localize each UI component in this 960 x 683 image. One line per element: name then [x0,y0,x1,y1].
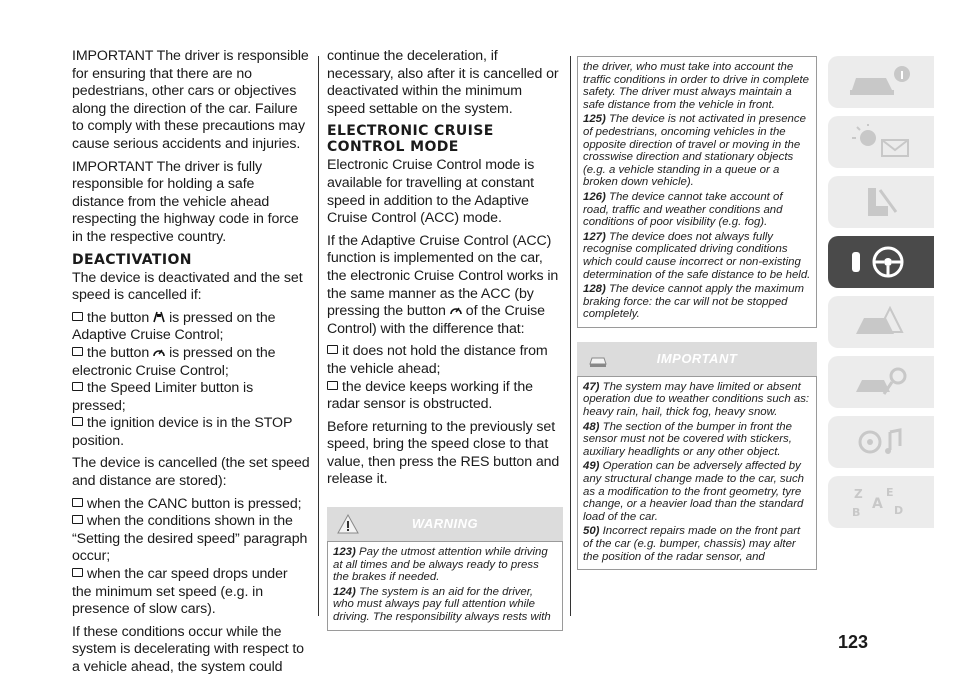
svg-text:B: B [852,506,861,519]
note-text: Pay the utmost attention while driving at all times and be always ready to press the brakes if needed. [333,546,548,584]
note-text: The device does not always fully recognise complicated driving conditions which could cause incorrect or non-existing determination of the safe distance to be held. [583,230,811,281]
service-icon [846,364,916,400]
list-item [72,566,310,619]
paragraph: continue the deceleration, if necessary, also after it is cancelled or deactivated within the minimum speed settable on the system. [327,48,559,117]
svg-text:E: E [886,486,894,499]
warning-note [583,113,811,189]
paragraph: If these conditions occur while the system is decelerating with respect to a vehicle ahead, the system could [72,623,304,675]
warning-note: the driver, who must take into account the traffic conditions in order to drive in complete safety. The driver must always maintain a safe distance from the vehicle in front. [583,61,810,111]
list-text: it does not hold the distance from the vehicle ahead; [327,343,548,377]
important-box [577,376,817,570]
tab-multimedia[interactable] [828,416,934,468]
page-number: 123 [837,632,869,652]
index-icon [846,484,916,520]
steering-key-icon [846,244,916,280]
cruise-speedometer-icon [152,346,166,358]
warning-box [327,541,563,631]
list-item [72,496,310,514]
list-text: when the car speed drops under the minimum set speed (e.g. in presence of slow cars). [72,566,288,618]
note-number: 127) [583,230,606,243]
important-note [583,460,811,523]
list-item [327,379,563,414]
column-divider [570,56,571,616]
list-item [72,415,310,450]
column-divider [318,56,319,616]
bullet-icon [72,566,87,582]
list-item [72,380,310,415]
note-number: 124) [333,585,356,598]
column-2 [327,48,563,631]
warning-note [333,586,557,624]
list-text: is pressed on the electronic Cruise Control; [72,344,276,379]
note-text: The device cannot apply the maximum braking force: the car will not be stopped completely. [583,283,804,321]
acc-distance-icon [152,311,166,323]
bullet-icon [327,379,342,395]
note-text: The system may have limited or absent operation due to weather conditions such as: heavy rain, hail, thick fog, heavy snow. [583,380,810,419]
paragraph-text: If the Adaptive Cruise Control (ACC) function is implemented on the car, the electronic Cruise Control works in the same manner as the ACC (by pressing the button [327,232,559,320]
tab-service[interactable] [828,356,934,408]
warning-title: WARNING [411,516,479,532]
note-text: The device cannot take account of road, traffic and weather conditions and conditions of poor visibility (e.g. fog). [583,190,783,229]
warning-box-header [327,507,563,541]
tab-car-info[interactable] [828,56,934,108]
paragraph: The device is cancelled (the set speed and distance are stored): [72,455,310,490]
column-1 [72,48,310,682]
important-note [583,381,811,419]
svg-text:Z: Z [854,487,863,501]
column-3 [577,56,817,570]
chapter-sidebar [828,56,934,536]
cruise-speedometer-icon [449,304,463,316]
note-text: Incorrect repairs made on the front part of the car (e.g. bumper, chassis) may alter the position of the radar sensor, and [583,525,801,563]
section-heading-electronic-cruise: ELECTRONIC CRUISE CONTROL MODE [327,123,494,156]
list-text: the ignition device is in the STOP position. [72,415,293,449]
paragraph: The device is deactivated and the set speed is cancelled if: [72,269,303,304]
warning-note [583,283,811,321]
list-text: the device keeps working if the radar sensor is obstructed. [327,378,533,413]
paragraph: Before returning to the previously set speed, bring the speed close to that value, then press the RES button and release it. [327,418,560,488]
note-number: 128) [583,283,606,296]
note-number: 49) [583,460,600,473]
car-info-icon [846,64,916,100]
list-item [72,513,310,566]
note-text: The device is not activated in presence of pedestrians, oncoming vehicles in the opposite direction of travel or moving in the crosswise direction and stationary objects (e.g. a vehicle standing in a queue or a broken down vehicle). [583,113,806,189]
bullet-icon [72,345,87,361]
warning-box-continued [577,56,817,328]
warning-note [333,546,557,584]
bullet-icon [72,513,87,529]
list-item [72,310,310,345]
list-text: the button [87,344,150,361]
note-number: 50) [583,525,600,538]
note-number: 123) [333,546,356,559]
important-note [583,525,811,563]
warning-note [583,231,811,281]
important-title: IMPORTANT [656,350,738,366]
note-number: 125) [583,113,606,126]
list-item [327,343,563,378]
paragraph [327,233,563,339]
multimedia-icon [846,424,916,460]
tab-lights-messages[interactable] [828,116,934,168]
bullet-icon [72,380,87,396]
list-text: when the CANC button is pressed; [87,495,302,512]
important-box-header [577,342,817,376]
note-number: 126) [583,190,606,203]
list-text: when the conditions shown in the “Setting the desired speed” paragraph occur; [72,513,308,565]
paragraph: IMPORTANT The driver is fully responsible for holding a safe distance from the vehicle ahead respecting the highway code in force in the respective country. [72,158,299,245]
paragraph-text: of the Cruise Control) with the difference that: [327,303,545,337]
tab-emergency[interactable] [828,296,934,348]
bullet-icon [72,415,87,431]
tab-safety[interactable] [828,176,934,228]
note-text: The section of the bumper in front the sensor must not be covered with stickers, auxiliary headlights or any other object. [583,420,792,458]
list-item [72,345,310,380]
paragraph: Electronic Cruise Control mode is available for travelling at constant speed in addition to the Adaptive Cruise Control (ACC) mode. [327,157,535,227]
bullet-icon [72,310,87,326]
emergency-icon [846,304,916,340]
list-text: the Speed Limiter button is pressed; [72,380,254,414]
bullet-icon [72,496,87,512]
tab-starting-driving[interactable] [828,236,934,288]
tab-index[interactable] [828,476,934,528]
bullet-icon [327,343,342,359]
note-number: 48) [583,420,600,433]
important-note [583,421,811,459]
note-number: 47) [583,380,600,393]
lights-messages-icon [846,124,916,160]
paragraph: IMPORTANT The driver is responsible for ensuring that there are no pedestrians, other cars or objectives along the direction of the car. Failure to comply with these precautions may cause serious accidents and injuries. [72,48,309,152]
svg-text:D: D [894,504,904,517]
svg-text:A: A [872,496,883,512]
list-text: the button [87,309,150,326]
section-heading-deactivation: DEACTIVATION [72,251,192,268]
note-text: Operation can be adversely affected by any structural change made to the car, such as a modification to the front geometry, tyre change, or a heavier load than the standard load of the car. [583,460,804,523]
list-text: is pressed on the Adaptive Cruise Control; [72,309,276,344]
safety-seat-icon [846,184,916,220]
warning-note [583,191,811,229]
note-text: The system is an aid for the driver, who must always pay full attention while driving. The responsibility always rests with [333,585,551,624]
